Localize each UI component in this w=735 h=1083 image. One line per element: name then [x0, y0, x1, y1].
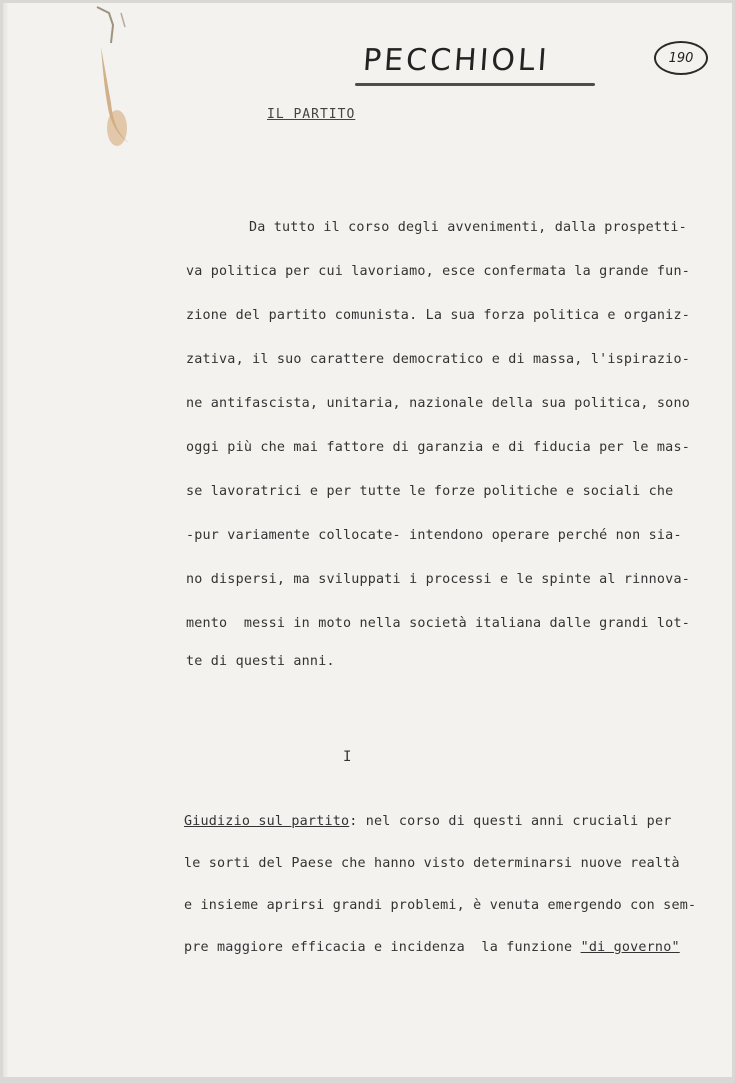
intro-line: mento messi in moto nella società italiana dalle grandi lot-: [186, 616, 690, 631]
section-last-line-text: pre maggiore efficacia e incidenza la funzione: [184, 940, 581, 955]
intro-line: se lavoratrici e per tutte le forze politiche e sociali che: [186, 484, 674, 499]
quoted-underlined-phrase: "di governo": [580, 940, 680, 955]
scan-edge: [3, 3, 9, 1077]
section-first-line-text: : nel corso di questi anni cruciali per: [349, 814, 672, 829]
section-line: [184, 814, 671, 829]
intro-line: -pur variamente collocate- intendono operare perché non sia-: [186, 528, 682, 543]
intro-line: va politica per cui lavoriamo, esce confermata la grande fun-: [186, 264, 690, 279]
document-page: [3, 3, 732, 1077]
paper-stain: [91, 3, 141, 153]
handwritten-name: PECCHIOLI: [361, 43, 551, 78]
intro-line: Da tutto il corso degli avvenimenti, dalla prospetti-: [249, 220, 687, 235]
handwritten-underline: [355, 83, 595, 86]
intro-line: no dispersi, ma sviluppati i processi e le spinte al rinnova-: [186, 572, 690, 587]
section-line: e insieme aprirsi grandi problemi, è venuta emergendo con sem-: [184, 898, 697, 913]
page-title: IL PARTITO: [267, 107, 356, 122]
intro-line: ne antifascista, unitaria, nazionale della sua politica, sono: [186, 396, 690, 411]
page-number: 190: [654, 41, 708, 75]
intro-line: zativa, il suo carattere democratico e di massa, l'ispirazio-: [186, 352, 690, 367]
section-lead-underlined: Giudizio sul partito: [184, 814, 350, 829]
intro-line: oggi più che mai fattore di garanzia e di fiducia per le mas-: [186, 440, 690, 455]
section-line: le sorti del Paese che hanno visto determinarsi nuove realtà: [184, 856, 680, 871]
intro-line: te di questi anni.: [186, 654, 335, 669]
section-numeral: I: [343, 749, 352, 765]
intro-line: zione del partito comunista. La sua forza politica e organiz-: [186, 308, 690, 323]
section-line: [184, 940, 680, 955]
